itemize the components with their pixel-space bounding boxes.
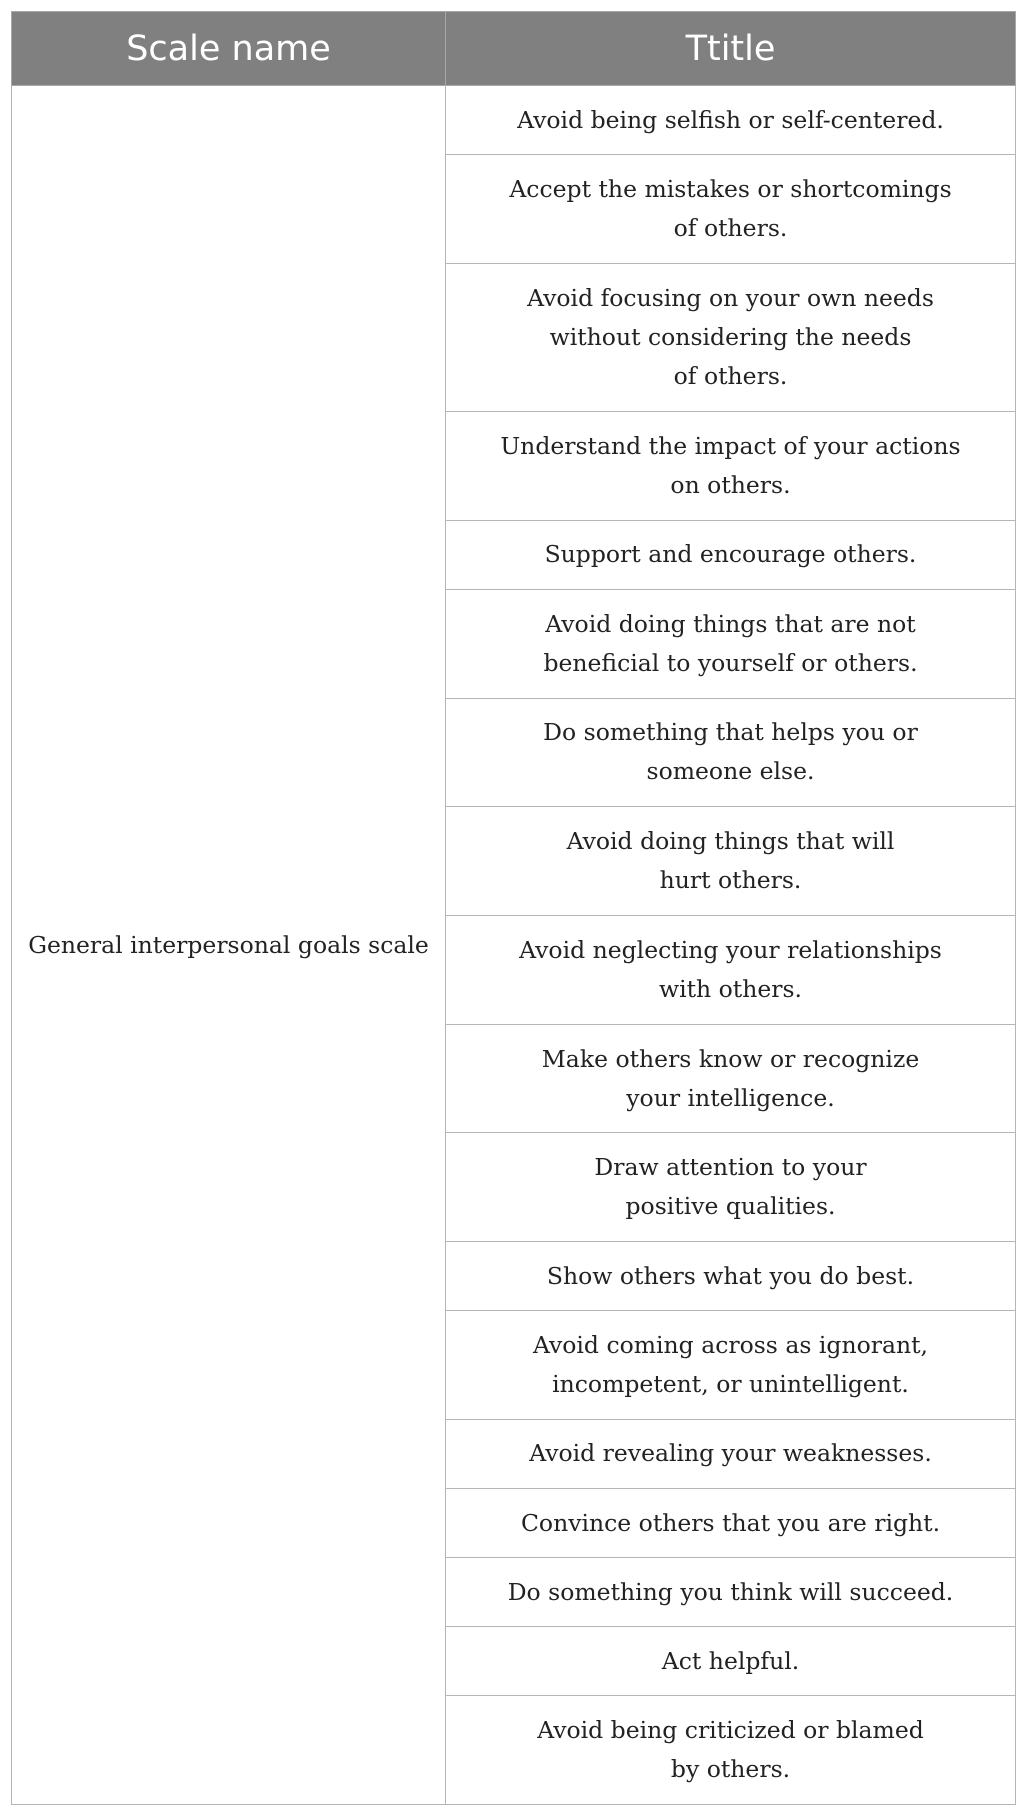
- item-title-cell: [446, 86, 1016, 155]
- item-title-line: Avoid focusing on your own needs: [527, 283, 934, 312]
- item-title-line: your intelligence.: [626, 1083, 835, 1112]
- scale-name-cell: General interpersonal goals scale: [12, 86, 446, 1805]
- item-title-cell: [446, 807, 1016, 916]
- item-title-line: Avoid coming across as ignorant,: [532, 1331, 929, 1360]
- item-title-line: Avoid revealing your weaknesses.: [529, 1439, 932, 1468]
- item-title-line: Understand the impact of your actions: [500, 431, 961, 460]
- item-title-line: positive qualities.: [625, 1192, 836, 1221]
- item-title-cell: [446, 1311, 1016, 1420]
- item-title-cell: [446, 1488, 1016, 1557]
- item-title-line: Accept the mistakes or shortcomings: [509, 174, 952, 203]
- item-title-line: hurt others.: [659, 866, 802, 895]
- item-title-line: Convince others that you are right.: [520, 1508, 941, 1537]
- header-title: Ttitle: [446, 12, 1016, 86]
- item-title-line: with others.: [658, 974, 803, 1003]
- item-title-line: Support and encourage others.: [544, 540, 917, 569]
- item-title-cell: [446, 589, 1016, 698]
- item-title-line: Do something you think will succeed.: [507, 1577, 954, 1606]
- item-title-line: Avoid neglecting your relationships: [519, 935, 942, 964]
- item-title-line: by others.: [670, 1755, 791, 1784]
- item-title-line: Avoid doing things that will: [566, 827, 895, 856]
- item-title-line: Avoid doing things that are not: [545, 609, 916, 638]
- item-title-line: without considering the needs: [549, 322, 912, 351]
- item-title-cell: [446, 1558, 1016, 1627]
- item-title-cell: [446, 1696, 1016, 1805]
- item-title-cell: [446, 1627, 1016, 1696]
- item-title-line: Avoid being criticized or blamed: [537, 1716, 924, 1745]
- interpersonal-goals-table: [11, 11, 1016, 1805]
- item-title-cell: [446, 1024, 1016, 1133]
- item-title-line: Act helpful.: [661, 1646, 800, 1675]
- table-row: [12, 86, 1016, 155]
- item-title-cell: [446, 698, 1016, 807]
- item-title-line: Make others know or recognize: [541, 1044, 920, 1073]
- item-title-line: beneficial to yourself or others.: [543, 648, 918, 677]
- item-title-cell: [446, 1419, 1016, 1488]
- item-title-cell: [446, 412, 1016, 521]
- item-title-cell: [446, 1133, 1016, 1242]
- item-title-line: Do something that helps you or: [543, 718, 918, 747]
- item-title-line: Draw attention to your: [594, 1153, 867, 1182]
- item-title-line: of others.: [673, 361, 788, 390]
- item-title-cell: [446, 916, 1016, 1025]
- item-title-line: someone else.: [646, 757, 815, 786]
- item-title-line: of others.: [673, 213, 788, 242]
- item-title-line: Show others what you do best.: [546, 1261, 915, 1290]
- table-body: [12, 86, 1016, 1805]
- item-title-line: incompetent, or unintelligent.: [552, 1370, 909, 1399]
- item-title-cell: [446, 1242, 1016, 1311]
- item-title-line: on others.: [670, 470, 791, 499]
- item-title-cell: [446, 155, 1016, 264]
- header-scale-name: Scale name: [12, 12, 446, 86]
- item-title-cell: [446, 263, 1016, 411]
- item-title-cell: [446, 520, 1016, 589]
- item-title-line: Avoid being selfish or self-centered.: [517, 105, 944, 134]
- header-row: [12, 12, 1016, 86]
